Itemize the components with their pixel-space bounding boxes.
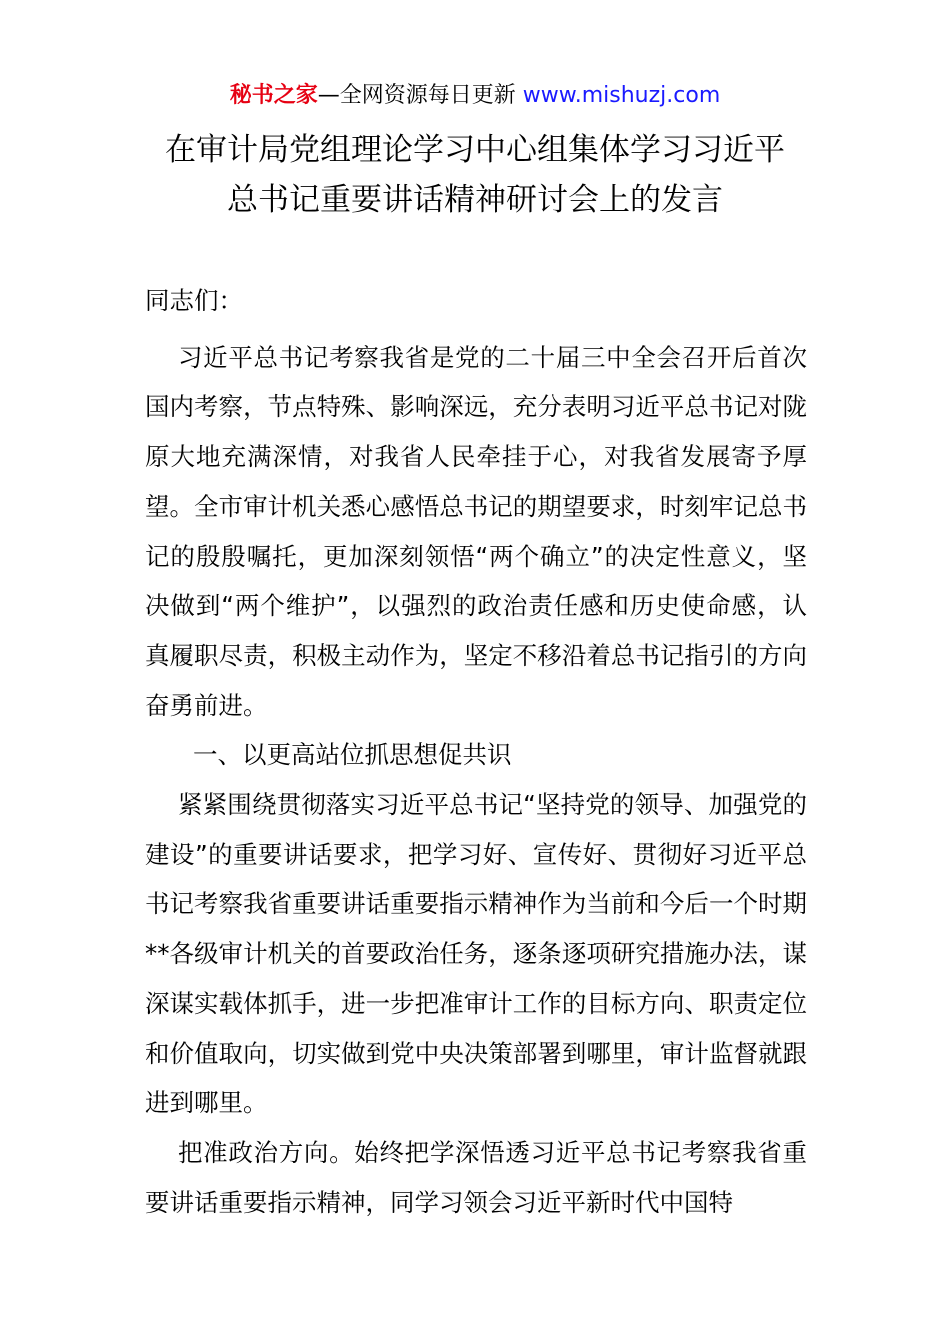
brand-name: 秘书之家	[229, 83, 318, 108]
document-title	[100, 125, 850, 225]
title-line-2: 总书记重要讲话精神研讨会上的发言	[227, 182, 723, 218]
site-url-link[interactable]: www.mishuzj.com	[522, 83, 721, 108]
section-heading-1: 一、以更高站位抓思想促共识	[193, 740, 512, 770]
site-tagline: —全网资源每日更新	[317, 83, 516, 108]
site-header	[0, 80, 950, 112]
paragraph-intro: 习近平总书记考察我省是党的二十届三中全会召开后首次国内考察，节点特殊、影响深远，充分表明习近平总书记对陇原大地充满深情，对我省人民牵挂于心，对我省发展寄予厚望。全市审计机关悉心感悟总书记的期望要求，时刻牢记总书记的殷殷嘱托，更加深刻领悟“两个确立”的决定性意义，坚决做到“两个维护”，以强烈的政治责任感和历史使命感，认真履职尽责，积极主动作为，坚定不移沿着总书记指引的方向奋勇前进。	[145, 342, 807, 720]
title-line-1: 在审计局党组理论学习中心组集体学习习近平	[165, 132, 785, 168]
paragraph-political-direction: 把准政治方向。始终把学深悟透习近平总书记考察我省重要讲话重要指示精神，同学习领会习近平新时代中国特	[145, 1137, 807, 1217]
document-body	[145, 276, 807, 1227]
salutation: 同志们：	[145, 286, 243, 315]
paragraph-section-1: 紧紧围绕贯彻落实习近平总书记“坚持党的领导、加强党的建设”的重要讲话要求，把学习好、宣传好、贯彻好习近平总书记考察我省重要讲话重要指示精神作为当前和今后一个时期**各级审计机关的首要政治任务，逐条逐项研究措施办法，谋深谋实载体抓手，进一步把准审计工作的目标方向、职责定位和价值取向，切实做到党中央决策部署到哪里，审计监督就跟进到哪里。	[145, 790, 807, 1118]
